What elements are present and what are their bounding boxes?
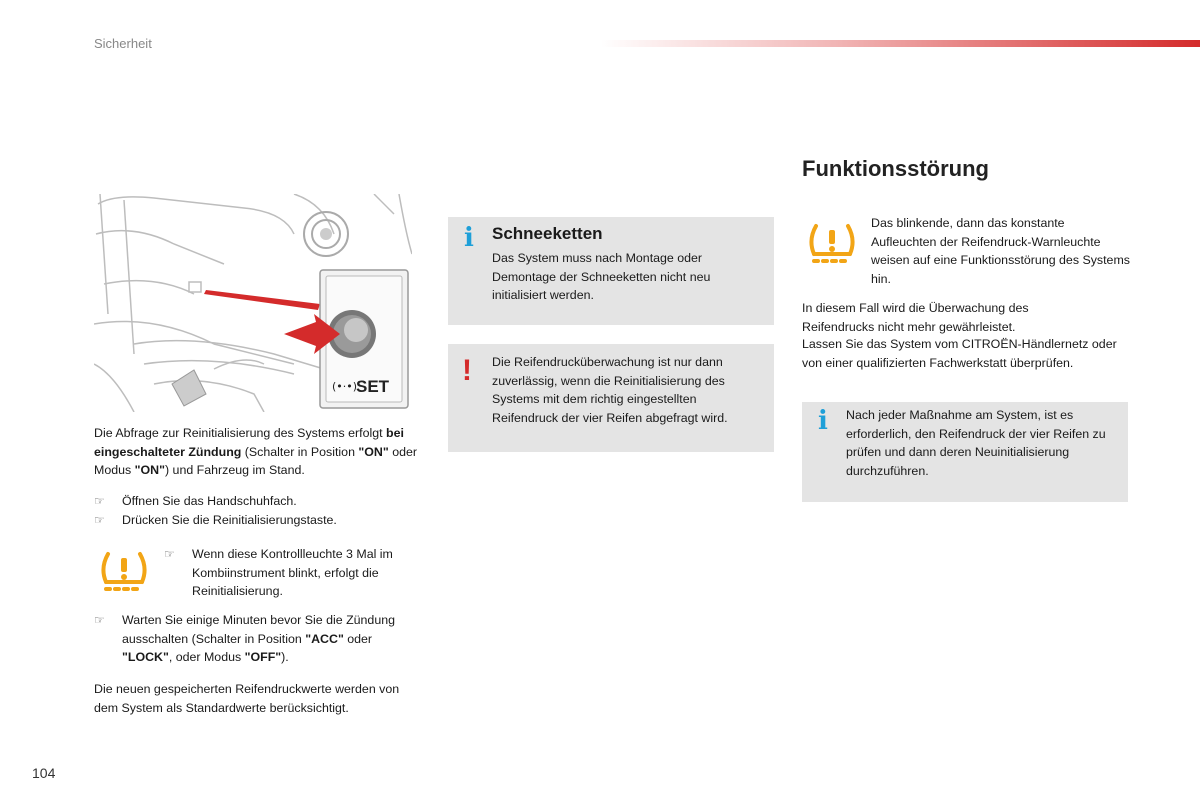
- tire-pressure-warning-icon: [806, 220, 858, 268]
- warning-box: [448, 344, 774, 452]
- list-item: ☞ Öffnen Sie das Handschuhfach.: [94, 492, 420, 511]
- info-icon: i: [464, 223, 474, 253]
- pointing-hand-icon: ☞: [94, 512, 105, 527]
- pointing-hand-icon: ☞: [164, 547, 175, 561]
- malfunction-paragraph-2: Lassen Sie das System vom CITROËN-Händlernetz oder von einer qualifizierten Fachwerkstatt überprüfen.: [802, 337, 1117, 370]
- reinit-info-text: Nach jeder Maßnahme am System, ist es erforderlich, den Reifendruck der vier Reifen zu prüfen und dann deren Neuinitialisierung durchzuführen.: [846, 408, 1106, 478]
- malfunction-paragraph-1: In diesem Fall wird die Überwachung des Reifendrucks nicht mehr gewährleistet.: [802, 301, 1029, 334]
- outro-paragraph: Die neuen gespeicherten Reifendruckwerte werden von dem System als Standardwerte berücksichtigt.: [94, 682, 400, 715]
- info-icon: i: [818, 406, 828, 436]
- section-label: Sicherheit: [94, 36, 152, 51]
- glovebox-illustration: [94, 194, 412, 412]
- reinit-info-box: [802, 402, 1128, 502]
- list-item: ☞ Drücken Sie die Reinitialisierungstaste.: [94, 511, 420, 530]
- page-number: 104: [32, 765, 56, 781]
- pointing-hand-icon: ☞: [94, 613, 105, 627]
- snow-chains-text: Das System muss nach Montage oder Demontage der Schneeketten nicht neu initialisiert werden.: [492, 251, 711, 302]
- wait-bullet: ☞ Warten Sie einige Minuten bevor Sie die Zündung ausschalten (Schalter in Position "ACC" oder "LOCK", oder Modus "OFF").: [94, 611, 424, 667]
- lamp-description: Das blinkende, dann das konstante Aufleuchten der Reifendruck-Warnleuchte weisen auf eine Funktionsstörung des Systems hin.: [871, 216, 1130, 286]
- header-accent-bar: [600, 40, 1200, 47]
- warning-text: Die Reifendrucküberwachung ist nur dann zuverlässig, wenn die Reinitialisierung des Systems mit dem richtig eingestellten Reifendruck der vier Reifen abgefragt wird.: [492, 355, 728, 425]
- snow-chains-title: Schneeketten: [492, 224, 603, 243]
- set-label: SET: [356, 377, 390, 396]
- svg-text:(•·•): (•·•): [332, 380, 358, 393]
- step-list: [94, 492, 420, 529]
- snow-chains-info-box: [448, 217, 774, 325]
- malfunction-heading: Funktionsstörung: [802, 156, 989, 181]
- exclamation-icon: !: [462, 354, 472, 387]
- intro-paragraph: Die Abfrage zur Reinitialisierung des Systems erfolgt bei eingeschalteter Zündung (Schalter in Position "ON" oder Modus "ON") und Fahrzeug im Stand.: [94, 426, 418, 477]
- pointing-hand-icon: ☞: [94, 494, 105, 508]
- tire-pressure-warning-icon: [98, 548, 150, 596]
- lamp-bullet: ☞ Wenn diese Kontrollleuchte 3 Mal im Kombiinstrument blinkt, erfolgt die Reinitialisierung.: [164, 545, 420, 601]
